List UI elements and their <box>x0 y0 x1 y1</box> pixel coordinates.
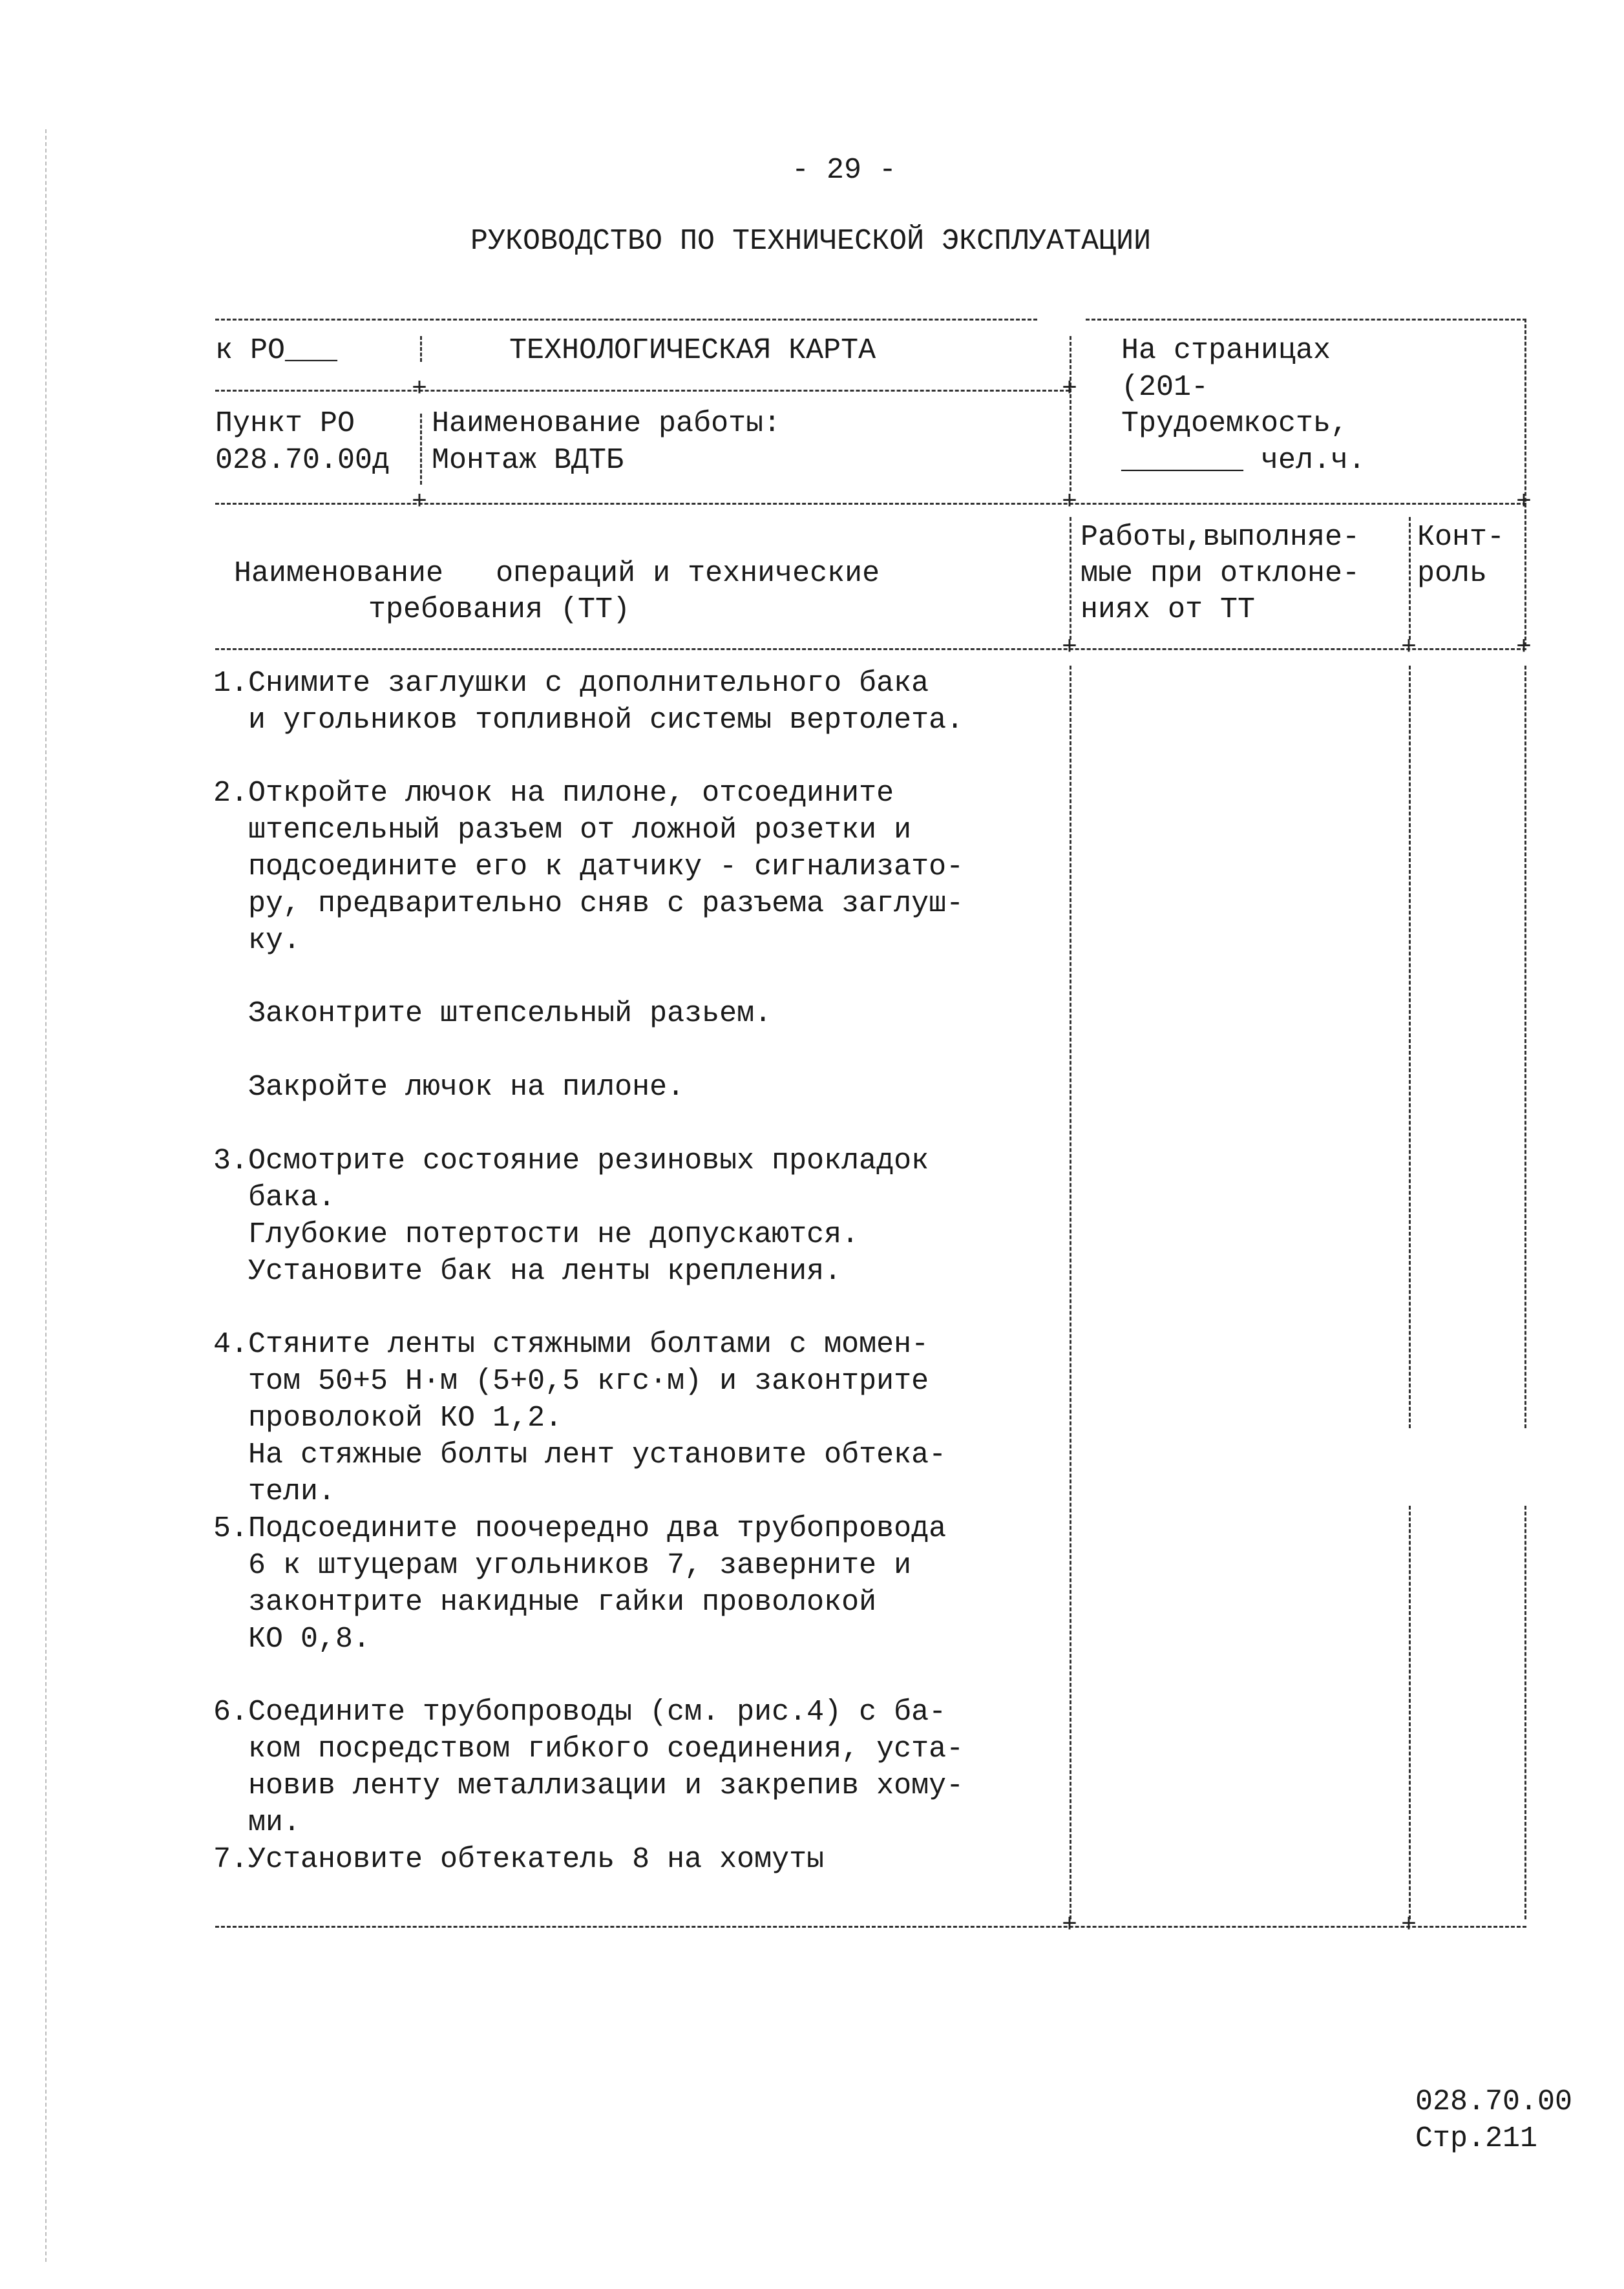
item-label: Пункт РО <box>215 407 355 440</box>
col-divider <box>1409 517 1411 640</box>
deviations-column-header: Работы,выполняе- <box>1081 521 1360 554</box>
operation-line: ком посредством гибкого соединения, уста- <box>213 1733 964 1766</box>
header-divider-ref <box>420 336 422 362</box>
body-right-border <box>1524 1506 1526 1919</box>
operation-line: том 50+5 Н·м (5+0,5 кгс·м) и законтрите <box>213 1365 929 1398</box>
operation-line: Закройте лючок на пилоне. <box>213 1071 685 1104</box>
cross-mark: + <box>1062 488 1078 517</box>
operation-line: 6 к штуцерам угольников 7, заверните и <box>213 1549 912 1582</box>
operation-line: проволокой КО 1,2. <box>213 1402 563 1435</box>
body-col-divider <box>1070 666 1071 1919</box>
operation-line: ку. <box>213 924 301 957</box>
operation-line: 5.Подсоедините поочередно два трубопровода <box>213 1512 947 1545</box>
body-col-divider <box>1409 1506 1411 1919</box>
operation-line: Установите бак на ленты крепления. <box>213 1255 842 1288</box>
deviations-column-header-2: мые при отклоне- <box>1081 557 1360 590</box>
operation-line: ру, предварительно сняв с разъема заглуш- <box>213 887 964 920</box>
deviations-column-header-3: ниях от ТТ <box>1081 593 1256 626</box>
control-column-header-2: роль <box>1417 557 1488 590</box>
page-number: - 29 - <box>792 154 897 187</box>
operation-line: 3.Осмотрите состояние резиновых прокладок <box>213 1144 929 1177</box>
control-column-header: Конт- <box>1417 521 1505 554</box>
work-name-label: Наименование работы: <box>432 407 781 440</box>
operation-line: законтрите накидные гайки проволокой <box>213 1586 877 1619</box>
operation-line: новив ленту металлизации и закрепив хому- <box>213 1769 964 1802</box>
operation-line: 2.Откройте лючок на пилоне, отсоедините <box>213 777 894 810</box>
table-top-border-right <box>1086 319 1526 321</box>
cross-mark: + <box>1062 633 1078 662</box>
work-name-value: Монтаж ВДТБ <box>432 444 624 477</box>
operation-line: ми. <box>213 1806 301 1839</box>
ref-label: к РО___ <box>215 334 338 367</box>
pages-label: На страницах <box>1121 334 1331 367</box>
operation-line: 6.Соедините трубопроводы (см. рис.4) с ба- <box>213 1696 947 1729</box>
labor-unit: _______ чел.ч. <box>1121 444 1366 477</box>
column-header-bottom <box>215 648 1526 650</box>
header-divider-item <box>420 414 422 485</box>
cross-mark: + <box>1516 633 1532 662</box>
item-value: 028.70.00д <box>215 444 390 477</box>
operation-line: Законтрите штепсельный разьем. <box>213 997 772 1030</box>
document-title: РУКОВОДСТВО ПО ТЕХНИЧЕСКОЙ ЭКСПЛУАТАЦИИ <box>470 225 1152 258</box>
operation-line: 7.Установите обтекатель 8 на хомуты <box>213 1843 825 1876</box>
cross-mark: + <box>1401 1911 1417 1940</box>
operation-line: КО 0,8. <box>213 1623 371 1656</box>
cross-mark: + <box>412 488 428 517</box>
header-divider-card <box>1070 336 1071 491</box>
cross-mark: + <box>1516 488 1532 517</box>
operation-line: На стяжные болты лент установите обтека- <box>213 1439 947 1472</box>
footer-page-ref: Стр.211 <box>1415 2122 1538 2155</box>
operation-line: 1.Снимите заглушки с дополнительного бака <box>213 667 929 700</box>
col-divider <box>1070 517 1071 640</box>
pages-value: (201- <box>1121 371 1209 404</box>
cross-mark: + <box>1062 1911 1078 1940</box>
header-mid-border <box>215 390 1070 392</box>
binding-edge <box>45 129 47 2262</box>
operations-column-header: Наименование операций и технические <box>234 557 880 590</box>
operation-line: 4.Стяните ленты стяжными болтами с момен- <box>213 1328 929 1361</box>
table-right-border <box>1524 319 1526 646</box>
footer-doc-code: 028.70.00 <box>1415 2085 1573 2118</box>
table-bottom-border <box>215 1926 1526 1928</box>
cross-mark: + <box>1401 633 1417 662</box>
table-top-border-left <box>215 319 1037 321</box>
cross-mark: + <box>412 375 428 404</box>
labor-label: Трудоемкость, <box>1121 407 1349 440</box>
operation-line: тели. <box>213 1475 336 1508</box>
operation-line: и угольников топливной системы вертолета. <box>213 704 964 737</box>
cross-mark: + <box>1062 375 1078 404</box>
operation-line: бака. <box>213 1181 336 1214</box>
body-col-divider <box>1409 666 1411 1428</box>
operation-line: подсоедините его к датчику - сигнализато- <box>213 850 964 883</box>
operation-line: штепсельный разъем от ложной розетки и <box>213 814 912 847</box>
operation-line: Глубокие потертости не допускаются. <box>213 1218 859 1251</box>
operations-column-header-2: требования (ТТ) <box>368 593 631 626</box>
card-title: ТЕХНОЛОГИЧЕСКАЯ КАРТА <box>509 334 876 367</box>
body-right-border <box>1524 666 1526 1428</box>
